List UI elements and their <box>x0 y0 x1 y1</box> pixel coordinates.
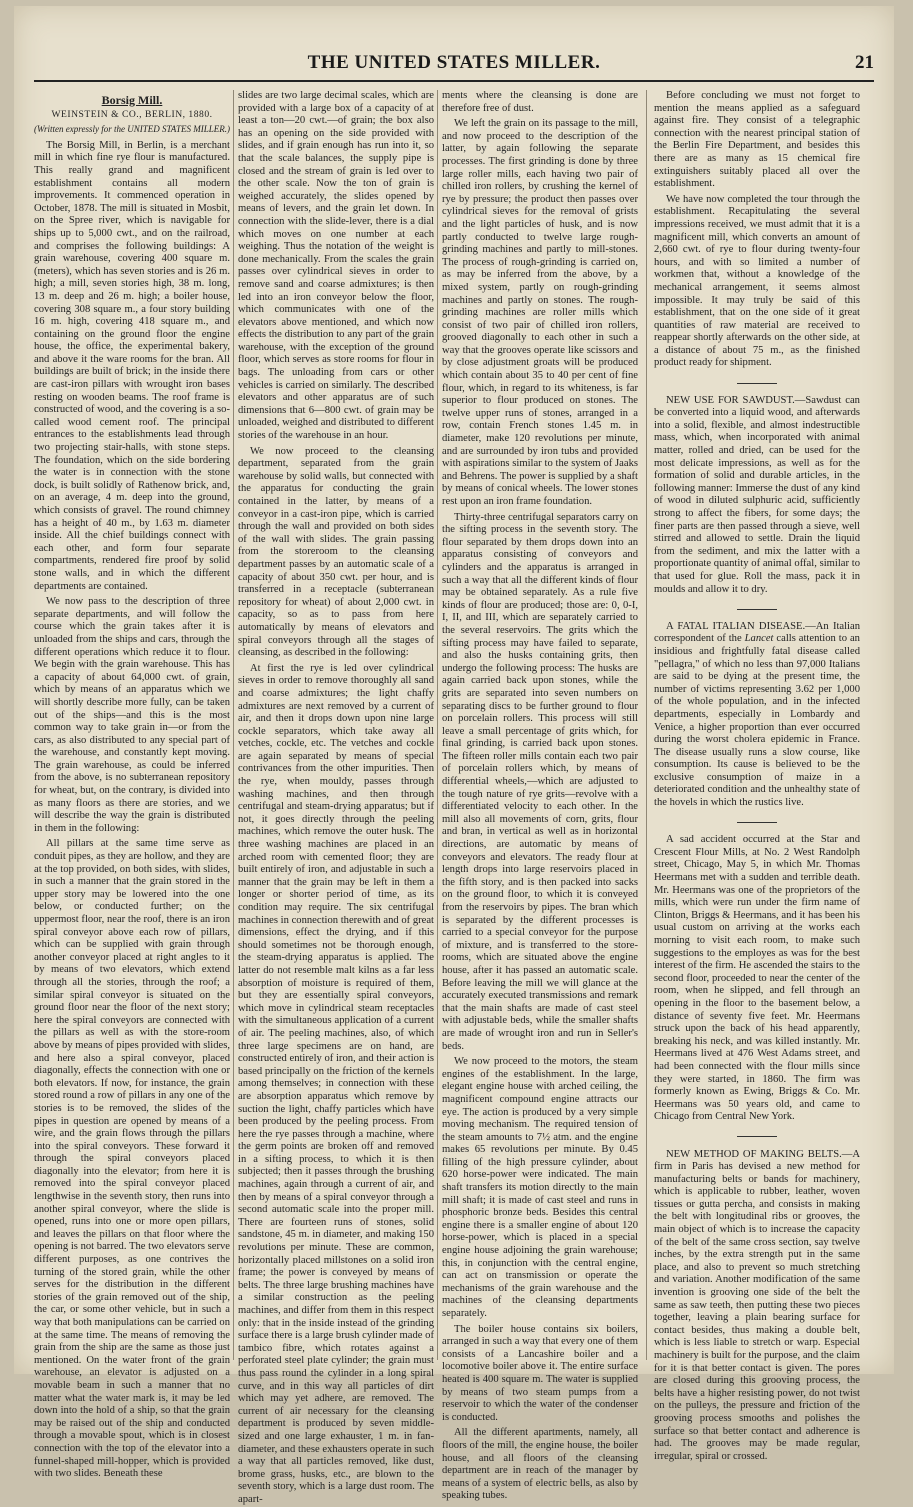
article-text-sawdust: —Sawdust can be converted into a liquid wood, and afterwards into a solid, flexible, and almost indestructible mass, which, when incorporated with animal matter, rolled and dried, can be used for the most delicate impressions, as well as for the formation of solid and durable articles, in the following manner: Immerse the dust of any kind of wood in diluted sulphuric acid, sufficiently strong to affect the fibers, for some days; the finer parts are then passed through a sieve, well stirred and allowed to settle. Drain the liquid from the sediment, and mix the latter with a proportionate quantity of animal offal, similar to that used for glue. Roll the mass, pack it in moulds and allow it to dry. <box>654 394 860 595</box>
masthead <box>34 46 874 82</box>
paragraph: Thirty-three centrifugal separators carry on the sifting process in the seventh story. The flour separated by them drops down into an apparatus consisting of conveyors and cylinders and the apparatus is arranged in such a way that all the different kinds of flour may be obtained separately. As a rule five kinds of flour are produced; those are: 0, 0-I, I, II, and III, which are separately carried to the several reservoirs. The grits which the sifting process may have failed to separate, and also the husks containing grits, then undergo the following process: The husks are again carried back upon stones, while the grits are separated into seven numbers on separating discs to be further ground to flour on porcelain rollers. This process will still leave a small percentage of grits which, for final grinding, is carried back upon stones. The fifteen roller mills contain each two pair of porcelain rollers which, by means of differential wheels,—which are adjusted to the tough nature of rye grits—revolve with a differentiated velocity to each other. In the mill also all movements of corn, grits, flour and bran, in vertical as well as in horizontal directions, are automatic by means of conveyors and elevators. The ready flour at length drops into large reservoirs placed in the fifth story, and is then packed into sacks on the ground floor, to which it is conveyed from the reservoirs by pipes. The bran which is separated by the different processes is carried to a special conveyor for the purpose of mixture, and is transferred to the store-rooms, which are situated above the engine house, after it has passed an automatic scale. Before leaving the mill we will glance at the accurately executed transmissions and remark that the main shafts are made of cast steel with adjustable beds, while the smaller shafts are made of wrought iron and run in Seller's beds. <box>442 511 638 1052</box>
column-4 <box>654 90 860 1462</box>
section-divider <box>654 1130 860 1143</box>
paragraph: We now proceed to the cleansing department, separated from the grain warehouse by solid walls, but connected with the apparatus for conducting the grain contained in the latter, by means of a conveyor in a cast-iron pipe, which is carried through the wall and provided on both sides of the wall with slides. The grain passing from the storeroom to the cleansing department passes by an automatic scale of a capacity of about 350 cwt. per hour, and is transferred in a receptacle (subterranean repository for wheat) of about 2,000 cwt. in capacity, so as to pass from here automatically by means of elevators and spiral conveyors through all the stages of cleansing, as described in the following: <box>238 445 434 659</box>
paragraph: We have now completed the tour through the establishment. Recapitulating the several impressions received, we must admit that it is a magnificent mill, which converts an amount of 2,660 cwt. of rye to flour during twenty-four hours, and with so limited a number of workmen that, without a knowledge of the mechanical arrangement, it seems almost impossible. It may truly be said of this establishment, that on the one side of it great quantities of raw material are received to reappear shortly afterwards on the other side, at a distance of about 75 m., as the finished product ready for shipment. <box>654 193 860 369</box>
column-2 <box>238 90 434 1505</box>
article-lead-sawdust: NEW USE FOR SAWDUST. <box>666 394 795 406</box>
article-byline: WEINSTEIN & CO., BERLIN, 1880. <box>51 108 213 120</box>
article-heading-borsig-mill: Borsig Mill. <box>101 93 163 107</box>
paragraph: All pillars at the same time serve as conduit pipes, as they are hollow, and they are at the top provided, on both sides, with slides, in such a manner that the grain stored in the upper story may be lowered into the one below, or conducted further; on the uppermost floor, near the roof, there is an iron spiral conveyor above each row of pillars, which can be supplied with grain through another conveyor placed at right angles to it by means of two elevators, which extend through all the stories, through the roof; a similar spiral conveyor is situated on the ground floor near the floor of the next story; here the spiral conveyors are connected with the pillars as well as with the store-room above by means of pipes provided with slides, and here also a spiral conveyor, placed diagonally, effects the connection with one or both elevators. If now, for instance, the grain stored round a row of pillars in any one of the stories is to be removed, the slides of the pipes in question are opened by means of a wire, and the grain flows through the pillars into the spiral conveyors. These forward it through the spiral conveyors placed diagonally into the elevator; from here it is removed into the spiral conveyor placed lengthwise in the seventh story, then runs into another spiral conveyor, where the slide is opened, runs into one or more open pillars, and leaves the pillars on that floor where the opening is not barred. The two elevators serve different purposes, as one contrives the turning of the stored grain, while the other serves for the distribution in the different stories of the grain removed out of the ship, the car, or some other vehicle, but in such a way that both manipulations can be carried on at the same time. The means of removing the grain from the ship are the same as those just mentioned. On the water front of the grain warehouse, an elevator is adjusted on a movable beam in such a manner that no matter what the water mark is, it may be led down into the hold of a ship, so that the grain may be raised out of the ship and conducted through a movable spout, which is in closest connection with the top of the elevator into a funnel-shaped mill-hopper, which is provided with two slides. Beneath these <box>34 838 230 1480</box>
paragraph: The Borsig Mill, in Berlin, is a merchant mill in which fine rye flour is manufactured. This really grand and magnificent establishment contains all modern improvements. It commenced operation in October, 1878. The mill is situated in Mosbit, on the Spree river, which is navigable for ships up to 5,000 cwt., and on the railroad, and comprises the following buildings: A grain warehouse, covering 400 square m. (meters), which has seven stories and is 26 m. high; a mill, seven stories high, 38 m. long, 13 m. deep and 26 m. high; a boiler house, covering 308 square m., a four story building 16 m. high, covering 418 square m., and containing on the ground floor the engine house, the office, the experimental bakery, and above it the ware rooms for the bran. All buildings are built of brick; in the inside there are cast-iron pillars with wrought iron bases resting on wooden beams. The roof frame is constructed of wood, and the covering is a so-called wood cement roof. The principal entrances to the establishments lead through two projecting stair-halls, with stone steps. The foundation, which on the side bordering the water is in connection with the stone dock, is built solidly of Rathenow brick, and, on an average, 4 m. deep into the ground, which consists of gravel. The round chimney has a height of 40 m., by 1.63 m. diameter inside. All the chief buildings connect with each other, and form four separate compartments, rendered fire proof by solid stone walls, and in which the different departments are contained. <box>34 139 230 592</box>
paragraph: Before concluding we must not forget to mention the means applied as a safeguard against fire. They consist of a telegraphic connection with the nearest principal station of the Berlin Fire Department, and besides this there are as many as 15 chemical fire extinguishers suitably placed all over the establishment. <box>654 90 860 190</box>
column-rule <box>233 90 234 1360</box>
article-text-italian-a: —An Italian correspondent of the <box>654 620 860 645</box>
article-lead-italian: A FATAL ITALIAN DISEASE. <box>666 620 806 632</box>
paragraph: At first the rye is led over cylindrical sieves in order to remove thoroughly all sand and coarse admixtures; the light chaffy admixtures are next removed by a current of air, and then it drops down upon nine large cockle separators, which take away all vetches, cockle, etc. The vetches and cockle are again separated by means of special contrivances from the other impurities. Then the rye, when mouldy, passes through washing machines, and then through centrifugal and steam-drying apparatus; but if not, it goes directly through the peeling machines, which remove the outer husk. The three washing machines are placed in an arched room with cemented floor; they are built entirely of iron, and adjustable in such a manner that the grain may be left in them a longer or shorter period of time, as its condition may require. The six centrifugal machines in connection therewith and of great dimensions, effect the drying, and if this should sometimes not be thorough enough, the steam-drying apparatus is applied. The latter do not resemble malt kilns as a far less absorption of moisture is required of them, but they are essentially spiral conveyors, which move in cylindrical steam receptacles with the simultaneous application of a current of air. The peeling machines, also, of which three large specimens are on hand, are constructed entirely of iron, and their action is based principally on the friction of the kernels among themselves; in connection with these are absorption apparatus which remove by suction the light, chaffy particles which have been produced by the peeling process. From here the rye passes through a machine, where the germ points are broken off and removed in a sifting process, to which it is then subjected; then it passes through the brushing machines, again through a current of air, and then by means of a spiral conveyor through a second automatic scale into the proper mill. There are fourteen runs of stones, solid sandstone, 45 m. in diameter, and making 150 revolutions per minute. These are common, horizontally placed millstones on a solid iron frame; the power is conveyed by means of belts. The three large brushing machines have a similar construction as the peeling machines, and differ from them in this respect only: that in the inside instead of the grinding surface there is a large brush cylinder made of tambico fibre, which rotates against a perforated steel plate cylinder; the grain must thus pass round the cylinder in a long spiral curve, and in this way all particles of dirt which may yet adhere, are removed. The current of air necessary for the cleansing department is produced by seven middle-sized and one large exhauster, 1 m. in fan-diameter, and these exhausters operate in such a way that all particles removed, like dust, brome grass, husks, etc., are blown to the seventh story, which is a large dust room. The apart- <box>238 662 434 1505</box>
column-1 <box>34 90 230 1480</box>
article-text-italian-b: calls attention to an insidious and frightfully fatal disease called "pellagra," of which no less than 97,000 Italians are said to be dying at the present time, the number of victims representing 3.62 per 1,000 of the whole population, and in the infected departments, especially in Lombardy and Venice, a higher proportion than ever occurred during the worst cholera epidemic in France. The disease usually runs a slow course, like consumption. Its cause is believed to be the exclusive consumption of maize in a deteriorated condition and the unhealthy state of the hovels in which the rustics live. <box>654 633 860 809</box>
article-journal-name: Lancet <box>744 633 774 645</box>
article-sawdust <box>654 395 860 597</box>
section-divider <box>654 602 860 615</box>
section-divider <box>654 816 860 829</box>
paragraph: We left the grain on its passage to the mill, and now proceed to the description of the latter, by again following the separate processes. The first grinding is done by three large roller mills, each having two pair of chilled iron rollers, by crushing the kernel of rye by pressure; the product then passes over cylindrical sieves for the removal of grists and the light particles of husk, and is now partly conducted to twelve large rough-grinding machines and partly to mill-stones. The process of rough-grinding is carried on, as may be inferred from the above, by a mixed system, partly on rough-grinding machines and partly on stones. The rough-grinding machines are roller mills which consist of two pair of chilled iron rollers, grooved diagonally to each other in such a way that the grooves operate like scissors and by close adjustment groats will be produced which contain about 35 to 40 per cent of fine flour, which, in regard to its whiteness, is far superior to flour produced on stones. The twelve upper runs of stones, arranged in a row, contain French stones 1.45 m. in diameter, make 120 revolutions per minute, and are surrounded by iron tubs and provided with aspirations similar to the system of Jaaks and Behrens. The power is supplied by a shaft by means of conical wheels. The lower stones rest upon an iron frame foundation. <box>442 118 638 507</box>
article-note: (Written expressly for the UNITED STATES MILLER.) <box>34 124 230 135</box>
newspaper-page <box>14 6 894 1505</box>
paragraph: We now pass to the description of three separate departments, and will follow the course which the grain takes after it is unloaded from the ships and cars, through the different operations which reduce it to flour. We begin with the grain warehouse. This has a capacity of about 64,000 cwt. of grain, which by means of an apparatus which we will shortly describe more fully, can be taken out of the ships—and this is the most common way to take grain in—or from the cars, as also distributed to any special part of the warehouse, and constantly kept moving. The grain warehouse, as could be inferred from the above, is no subterranean repository for wheat, but, on the contrary, is divided into as many floors as there are stories, and we will describe the way the grain is distributed in them in the following: <box>34 596 230 834</box>
paragraph: All the different apartments, namely, all floors of the mill, the engine house, the boiler house, and all floors of the cleansing department are in reach of the manager by means of a system of electric bells, as also by speaking tubes. <box>442 1427 638 1502</box>
column-rule <box>437 90 438 1360</box>
paragraph: We now proceed to the motors, the steam engines of the establishment. In the large, elegant engine house with arched ceiling, the magnificent compound engine attracts our eye. The action is produced by a very simple moving mechanism. The required tension of the steam amounts to 7½ atm. and the engine makes 65 revolutions per minute. By 0.45 filling of the high pressure cylinder, about 620 horse-power were indicated. The main shaft transfers its motion directly to the main mill shaft; it is made of cast steel and runs in phosphoric bronze beds. Besides this central engine there is a smaller engine of about 120 horse-power, which is placed in a special engine house adjoining the grain warehouse; this, in conjunction with the central engine, can act on transmission or operate the mechanisms of the grain warehouse and the machines of the cleansing departments separately. <box>442 1056 638 1319</box>
article-accident: A sad accident occurred at the Star and Crescent Flour Mills, at No. 2 West Randolph street, Chicago, May 5, in which Mr. Thomas Heermans met with a sudden and terrible death. Mr. Heermans was one of the proprietors of the mills, which were run under the firm name of Clinton, Briggs & Heermans, and it has been his usual custom on arriving at the works each morning to visit each room, to make such suggestions to the employes as was for the best interest of the firm. He ascended the stairs to the second floor, proceeded to near the center of the room, when he slipped, and fell through an opening in the floor to the basement below, a distance of seventy five feet. Mr. Heermans struck upon the back of his head apparently, breaking his neck, and was killed instantly. Mr. Heermans lived at 476 West Adams street, and had been connected with the flour mills since they were started, in 1860. The firm was formerly known as Ewing, Briggs & Co. Mr. Heermans was 50 years old, and came to Chicago from Central New York. <box>654 834 860 1123</box>
article-lead-belts: NEW METHOD OF MAKING BELTS. <box>666 1148 842 1160</box>
section-divider <box>654 376 860 389</box>
paragraph: The boiler house contains six boilers, arranged in such a way that every one of them consists of a Lancashire boiler and a locomotive boiler above it. The entire surface heated is 400 square m. The water is supplied by means of two steam pumps from a reservoir to which the water of the condenser is conducted. <box>442 1323 638 1423</box>
article-text-belts: —A firm in Paris has devised a new method for manufacturing belts or bands for machinery, which is applicable to rubber, leather, woven tissues or gutta percha, and consists in making the belt with longitudinal ribs or grooves, the main object of which is to increase the capacity of the belt of the same cross section, say twelve inches, by the extra strength put in the same place, and also to prevent so much stretching and variation. Another modification of the same invention is grooving one side of the belt the same as saw teeth, then putting these two pieces together, leaving a plain bearing surface for contact besides, thus making a double belt, which is less liable to stretch or warp. Especial machinery is built for the purpose, and the claim for it is that better contact is given. The pores are closed during this grooving process, the belts have a higher resisting power, do not twist on the pulleys, the pressure and friction of the grooving process smooths and polishes the surface so that better contact and adherence is had. The grooves may be made regular, irregular, spiral or crossed. <box>654 1148 860 1462</box>
column-rule <box>646 90 647 1360</box>
paragraph: ments where the cleansing is done are therefore free of dust. <box>442 90 638 114</box>
paragraph: slides are two large decimal scales, which are provided with a large box of a capacity of at least a ton—20 cwt.—of grain; the box also has an opening on the side provided with slides, and if grain enough has run into it, so that the scale balances, the supply pipe is closed and the stream of grain is led over to the other scale. Now the ton of grain is weighed accurately, the slides opened by means of levers, and the grain let down. In connection with the slide-lever, there is a dial which moves on one number at each weighing. Thus the notation of the weight is done mechanically. From the scales the grain passes over cylindrical sieves in order to remove sand and coarse admixtures; is then led into an iron conveyor below the floor, which communicates with one of the elevators above mentioned, and which now effects the distribution to any part of the grain warehouse, with the exception of the ground floor, which serves as store rooms for flour in bags. The unloading from cars or other vehicles is carried on similarly. The described elevators and other apparatus are of such dimensions that 6—800 cwt. of grain may be unloaded, weighed and distributed to different stories of the warehouse in an hour. <box>238 90 434 442</box>
article-belts <box>654 1149 860 1464</box>
column-3 <box>442 90 638 1502</box>
page-number: 21 <box>855 52 874 73</box>
publication-title: THE UNITED STATES MILLER. <box>307 52 601 73</box>
article-italian-disease <box>654 621 860 810</box>
